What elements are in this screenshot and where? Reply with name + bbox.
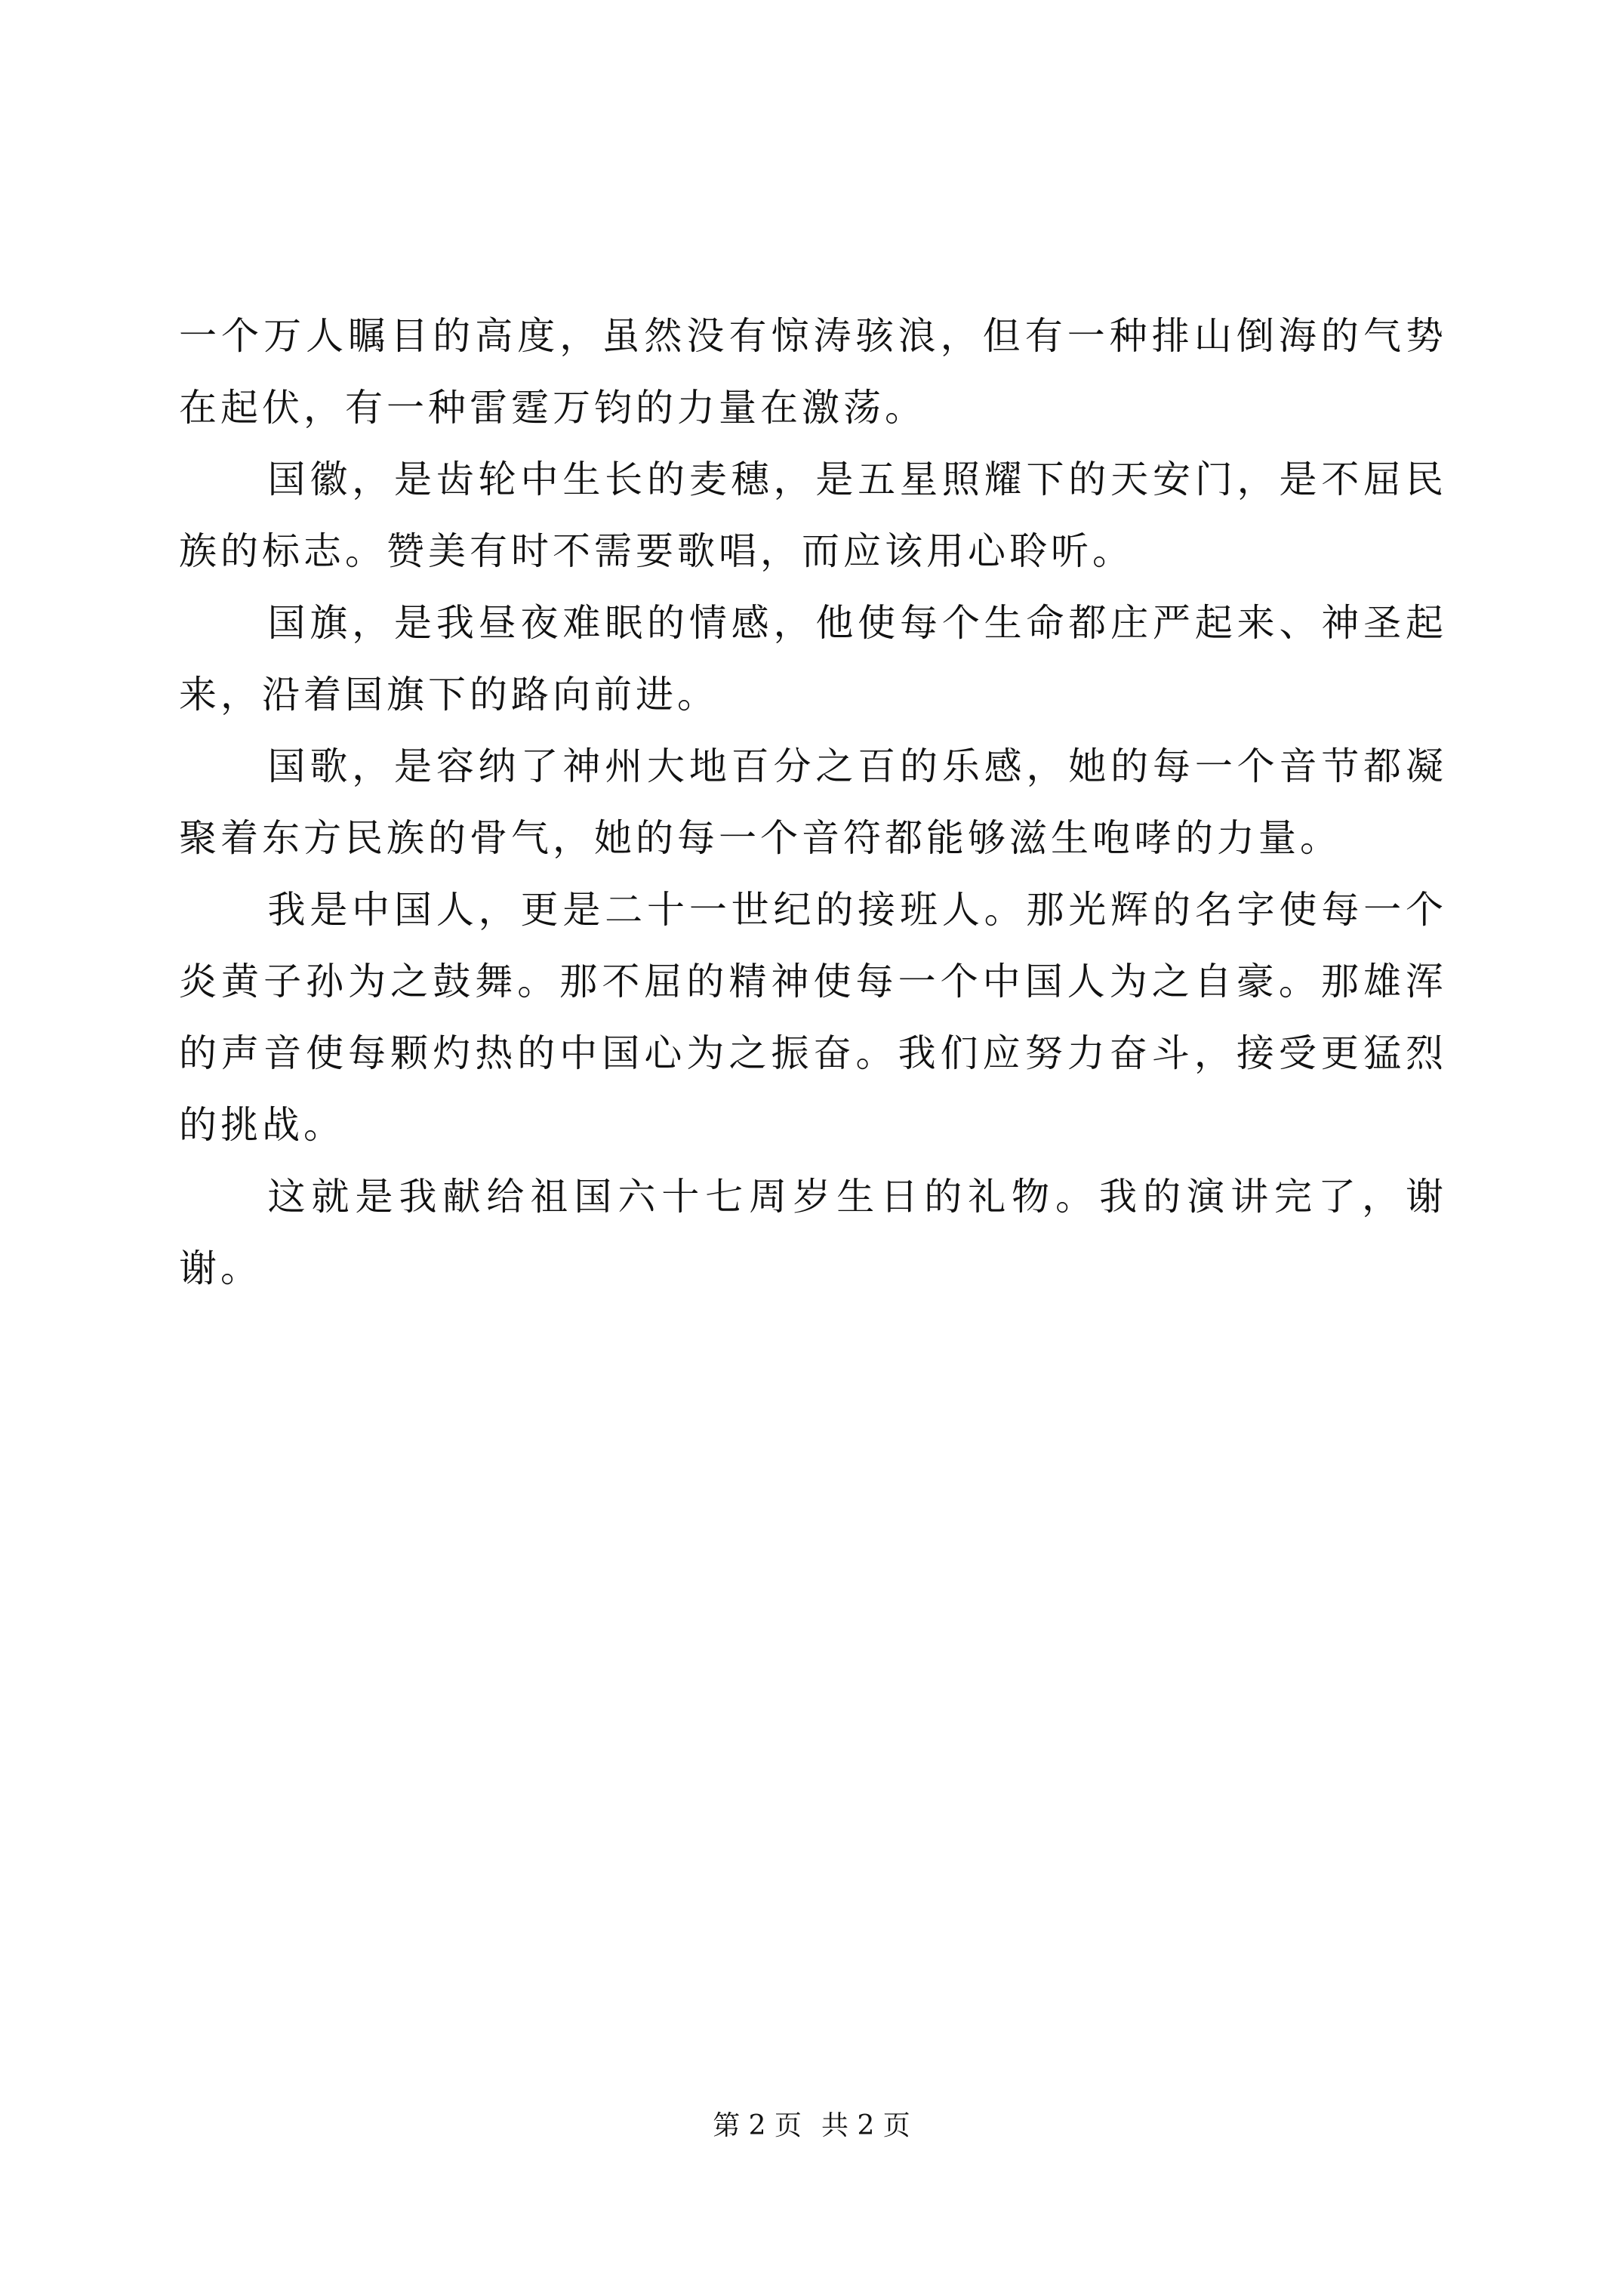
page-total: 共 2 页 <box>821 2110 910 2141</box>
page-number: 第 2 页 <box>713 2110 802 2141</box>
paragraph-closing: 这就是我献给祖国六十七周岁生日的礼物。我的演讲完了，谢谢。 <box>179 1175 1447 1290</box>
paragraph-national-flag: 国旗，是我昼夜难眠的情感，他使每个生命都庄严起来、神圣起来，沿着国旗下的路向前进。 <box>179 601 1447 717</box>
document-body <box>179 300 1447 1305</box>
paragraph-national-anthem: 国歌，是容纳了神州大地百分之百的乐感，她的每一个音节都凝聚着东方民族的骨气，她的每一个音符都能够滋生咆哮的力量。 <box>179 744 1447 860</box>
page-footer <box>0 2108 1623 2144</box>
paragraph-national-emblem: 国徽，是齿轮中生长的麦穗，是五星照耀下的天安门，是不屈民族的标志。赞美有时不需要歌唱，而应该用心聆听。 <box>179 458 1447 573</box>
paragraph-successor: 我是中国人，更是二十一世纪的接班人。那光辉的名字使每一个炎黄子孙为之鼓舞。那不屈的精神使每一个中国人为之自豪。那雄浑的声音使每颗灼热的中国心为之振奋。我们应努力奋斗，接受更猛烈的挑战。 <box>179 888 1447 1147</box>
paragraph-continuation: 一个万人瞩目的高度，虽然没有惊涛骇浪，但有一种排山倒海的气势在起伏，有一种雷霆万钧的力量在激荡。 <box>179 314 1447 430</box>
